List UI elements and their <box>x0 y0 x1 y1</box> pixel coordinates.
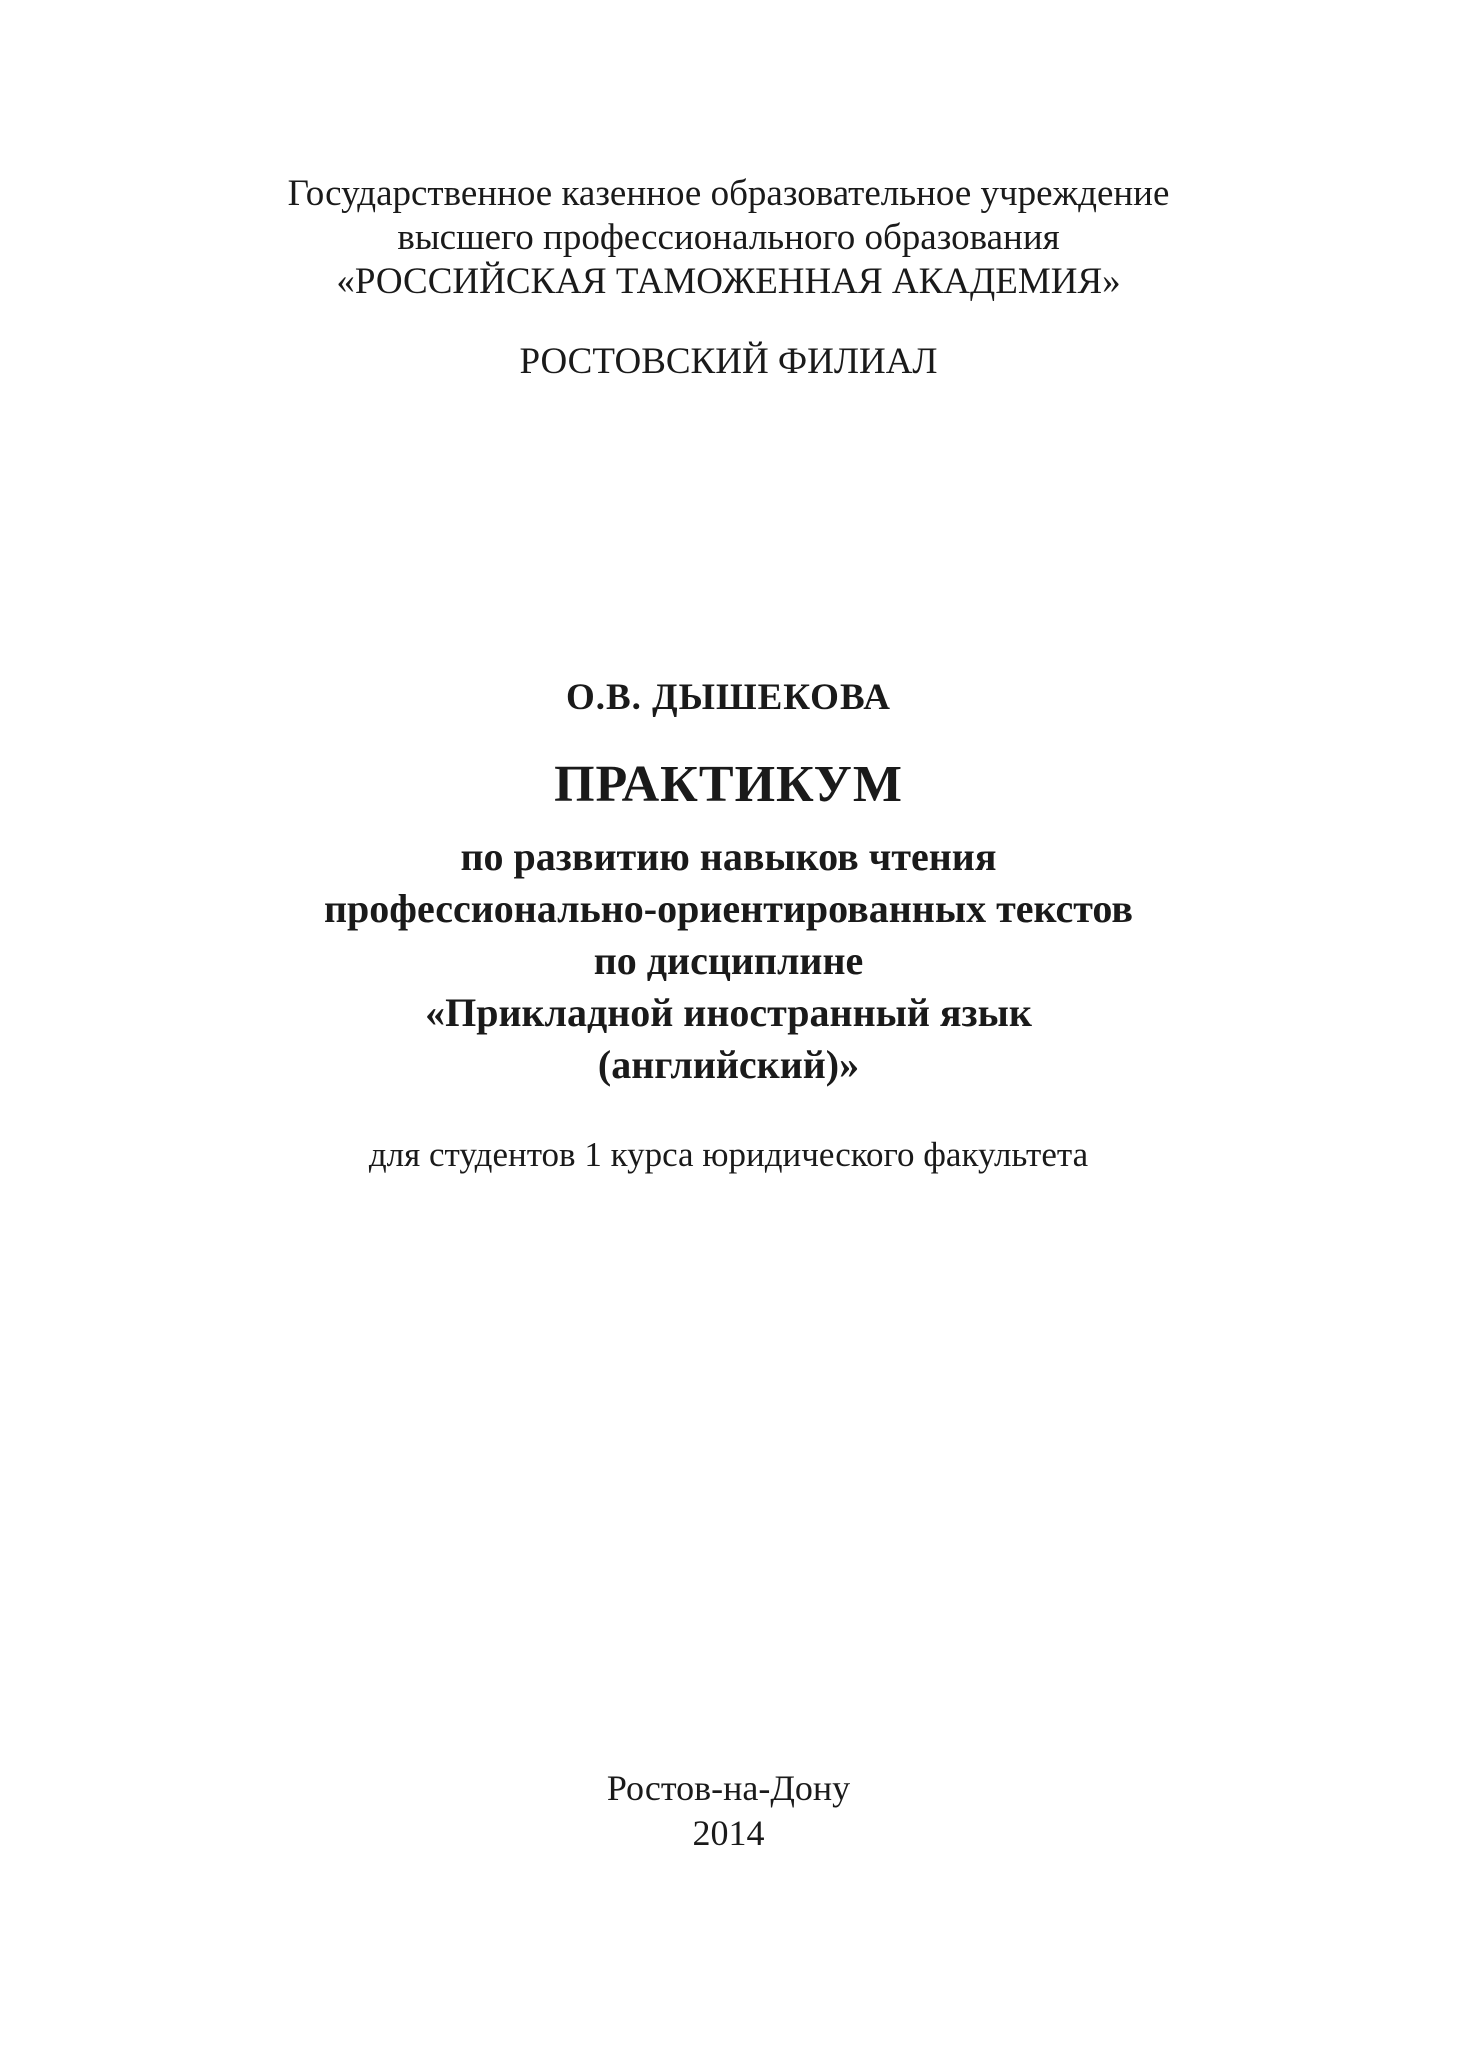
institution-line-2: высшего профессионального образования <box>397 217 1060 258</box>
institution-name: «РОССИЙСКАЯ ТАМОЖЕННАЯ АКАДЕМИЯ» <box>336 261 1121 302</box>
document-title: ПРАКТИКУМ <box>554 756 903 813</box>
subtitle-line-5: (английский)» <box>597 1042 860 1087</box>
institution-line-1: Государственное казенное образовательное учреждение <box>287 173 1170 214</box>
subtitle-line-3: по дисциплине <box>593 938 864 983</box>
branch-name: РОСТОВСКИЙ ФИЛИАЛ <box>519 341 938 382</box>
imprint-year: 2014 <box>692 1813 765 1853</box>
author-name: О.В. ДЫШЕКОВА <box>565 677 892 718</box>
audience-line: для студентов 1 курса юридического факультета <box>368 1135 1089 1174</box>
subtitle-line-1: по развитию навыков чтения <box>460 834 997 879</box>
imprint-city: Ростов-на-Дону <box>606 1768 851 1808</box>
subtitle-line-4: «Прикладной иностранный язык <box>425 990 1032 1035</box>
subtitle-line-2: профессионально-ориентированных текстов <box>323 886 1134 931</box>
